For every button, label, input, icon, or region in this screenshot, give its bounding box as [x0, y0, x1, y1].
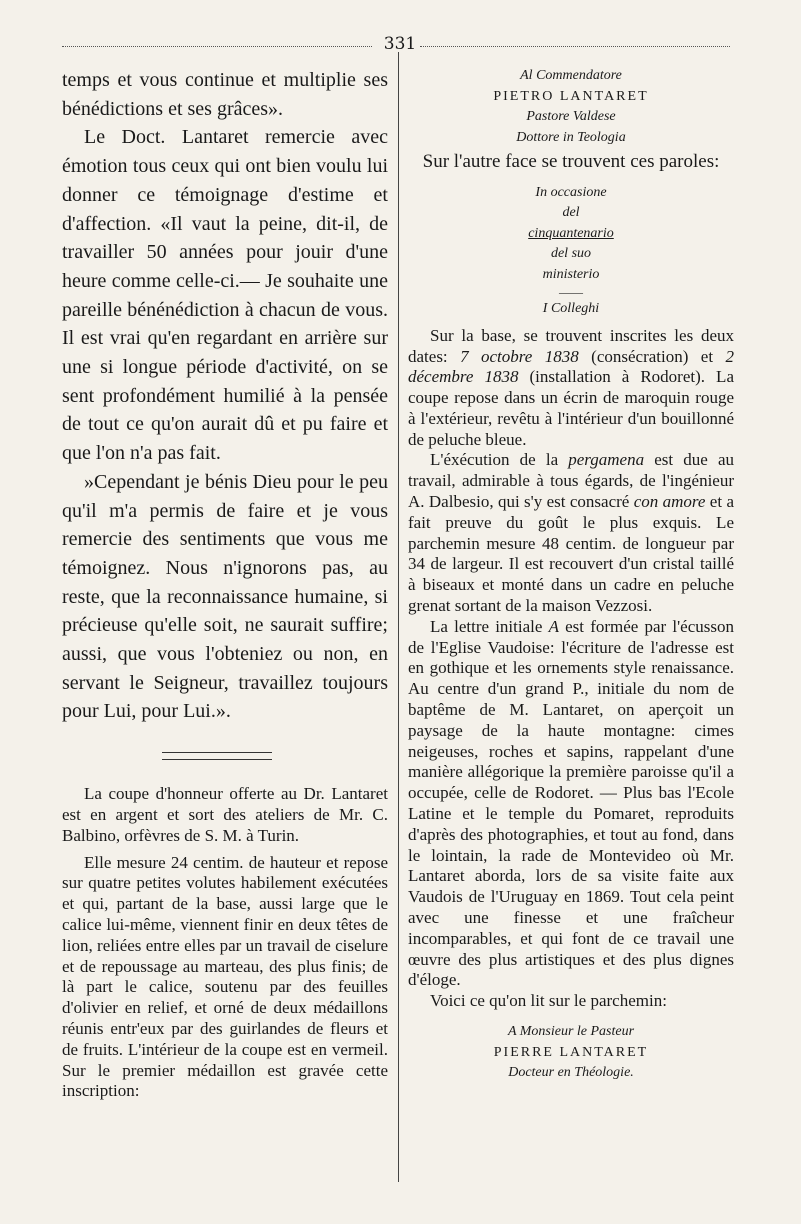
dedication-degree: Dottore in Teologia: [516, 129, 626, 145]
inscription-line: ministerio: [542, 266, 600, 282]
inscription-dash: ——: [559, 285, 583, 300]
paragraph-parchment-execution: L'éxécution de la pergamena est due au travail, admirable à tous égards, de l'ingénieur A. Dalbesio, qui s'y est consacré con amore et a fait preuve du goût le plus exquis. Le parchemin mesure 48 centim. de longueur par 34 de largeur. Il est recouvert d'un cristal taillé à biseaux et monté dans un cadre en peluche grenat sortant de la maison Vezzosi.: [408, 450, 734, 616]
paragraph-cup-origin: La coupe d'honneur offerte au Dr. Lantaret est en argent et sort des ateliers de Mr. C. Balbino, orfèvres de S. M. à Turin.: [62, 784, 388, 845]
address-degree: Docteur en Théologie.: [508, 1065, 634, 1080]
paragraph-initial-letter: La lettre initiale A est formée par l'écusson de l'Eglise Vaudoise: l'écriture de l'adresse est en gothique et les ornements style renaissance. Au centre d'un grand P., initiale du nom de baptême de M. Lantaret, on aperçoit un paysage de la haute montagne: cimes neigeuses, roches et sapins, rappelant d'une manière allégorique la première paroisse qu'il a occupée, celle de Rodoret. — Plus bas l'Ecole Latine et le temple du Pomaret, reproduits d'après des photographies, et tout au fond, dans le lointain, la rade de Montevideo où Mr. Lantaret aborda, lors de sa visite faite aux Vaudois de l'Uruguay en 1869. Tout cela peint avec une finesse et une fraîcheur incomparables, et qui font de ce travail une œuvre des plus artistiques et des plus dignes d'éloge.: [408, 616, 734, 990]
ornament-rule: [162, 752, 272, 760]
paragraph-blessing-end: temps et vous continue et multiplie ses bénédictions et ses grâces».: [62, 69, 388, 120]
right-column: [408, 66, 734, 1084]
header-rule-left: [62, 46, 372, 47]
inscription-line: del suo: [550, 246, 592, 262]
paragraph-parchment-text-intro: Voici ce qu'on lit sur le parchemin:: [430, 991, 667, 1011]
page-header: [62, 34, 730, 56]
header-rule-right: [420, 46, 730, 47]
paragraph-base-dates: Sur la base, se trouvent inscrites les deux dates: 7 octobre 1838 (consécration) et 2 décembre 1838 (installation à Rodoret). La coupe repose dans un écrin de maroquin rouge à l'extérieur, revêtu à l'intérieur d'un bouillonné de peluche bleue.: [408, 325, 734, 449]
address-line: A Monsieur le Pasteur: [507, 1024, 635, 1039]
inscription-signature: I Colleghi: [542, 301, 600, 317]
address-name: PIERRE LANTARET: [493, 1044, 649, 1060]
paragraph-cup-description: Elle mesure 24 centim. de hauteur et repose sur quatre petites volutes habilement exécutées et qui, partant de la base, aussi large que le calice lui-même, viennent finir en deux têtes de lion, reliées entre elles par un travail de ciselure et de repoussage au marteau, des plus finis; de là part le calice, soutenu par des feuilles d'olivier en relief, et orné de deux médaillons réunis entr'eux par des guirlandes de fleurs et de fruits. L'intérieur de la coupe est en vermeil. Sur le premier médaillon est gravée cette inscription:: [62, 852, 388, 1101]
page-number: 331: [383, 34, 417, 54]
section-ornament: [62, 726, 388, 784]
other-face-line: Sur l'autre face se trouvent ces paroles:: [422, 151, 720, 172]
dedication-name: PIETRO LANTARET: [493, 88, 649, 104]
left-column: [62, 66, 388, 1102]
column-divider: [398, 52, 399, 1182]
paragraph-lantaret-speech: »Cependant je bénis Dieu pour le peu qu'il m'a permis de faire et je vous remercie des sentiments que vous me témoignez. Nous n'ignorons pas, au reste, que la reconnaissance humaine, si précieuse qu'elle soit, ne saurait suffire; aussi, que vous l'obteniez ou non, en servant le Seigneur, travaillez toujours pour Lui, pour Lui.».: [62, 470, 388, 723]
dedication-line: Al Commendatore: [520, 68, 622, 83]
inscription-line: del: [562, 205, 580, 221]
inscription-line: In occasione: [535, 184, 607, 200]
inscription-line: cinquantenario: [528, 225, 614, 241]
paragraph-lantaret-thanks: Le Doct. Lantaret remercie avec émotion tous ceux qui ont bien voulu lui donner ce témoignage d'estime et d'affection. «Il vaut la peine, dit-il, de travailler 50 années pour jouir d'une heure comme celle-ci.— Je souhaite une pareille bénénédiction à chacun de vous. Il est vrai qu'en regardant en arrière sur une si longue période d'activité, on se sent profondément humilié à la pensée de tout ce qu'on aurait dû et pu faire et que l'on n'a pas fait.: [62, 126, 388, 465]
dedication-title: Pastore Valdese: [526, 109, 616, 124]
